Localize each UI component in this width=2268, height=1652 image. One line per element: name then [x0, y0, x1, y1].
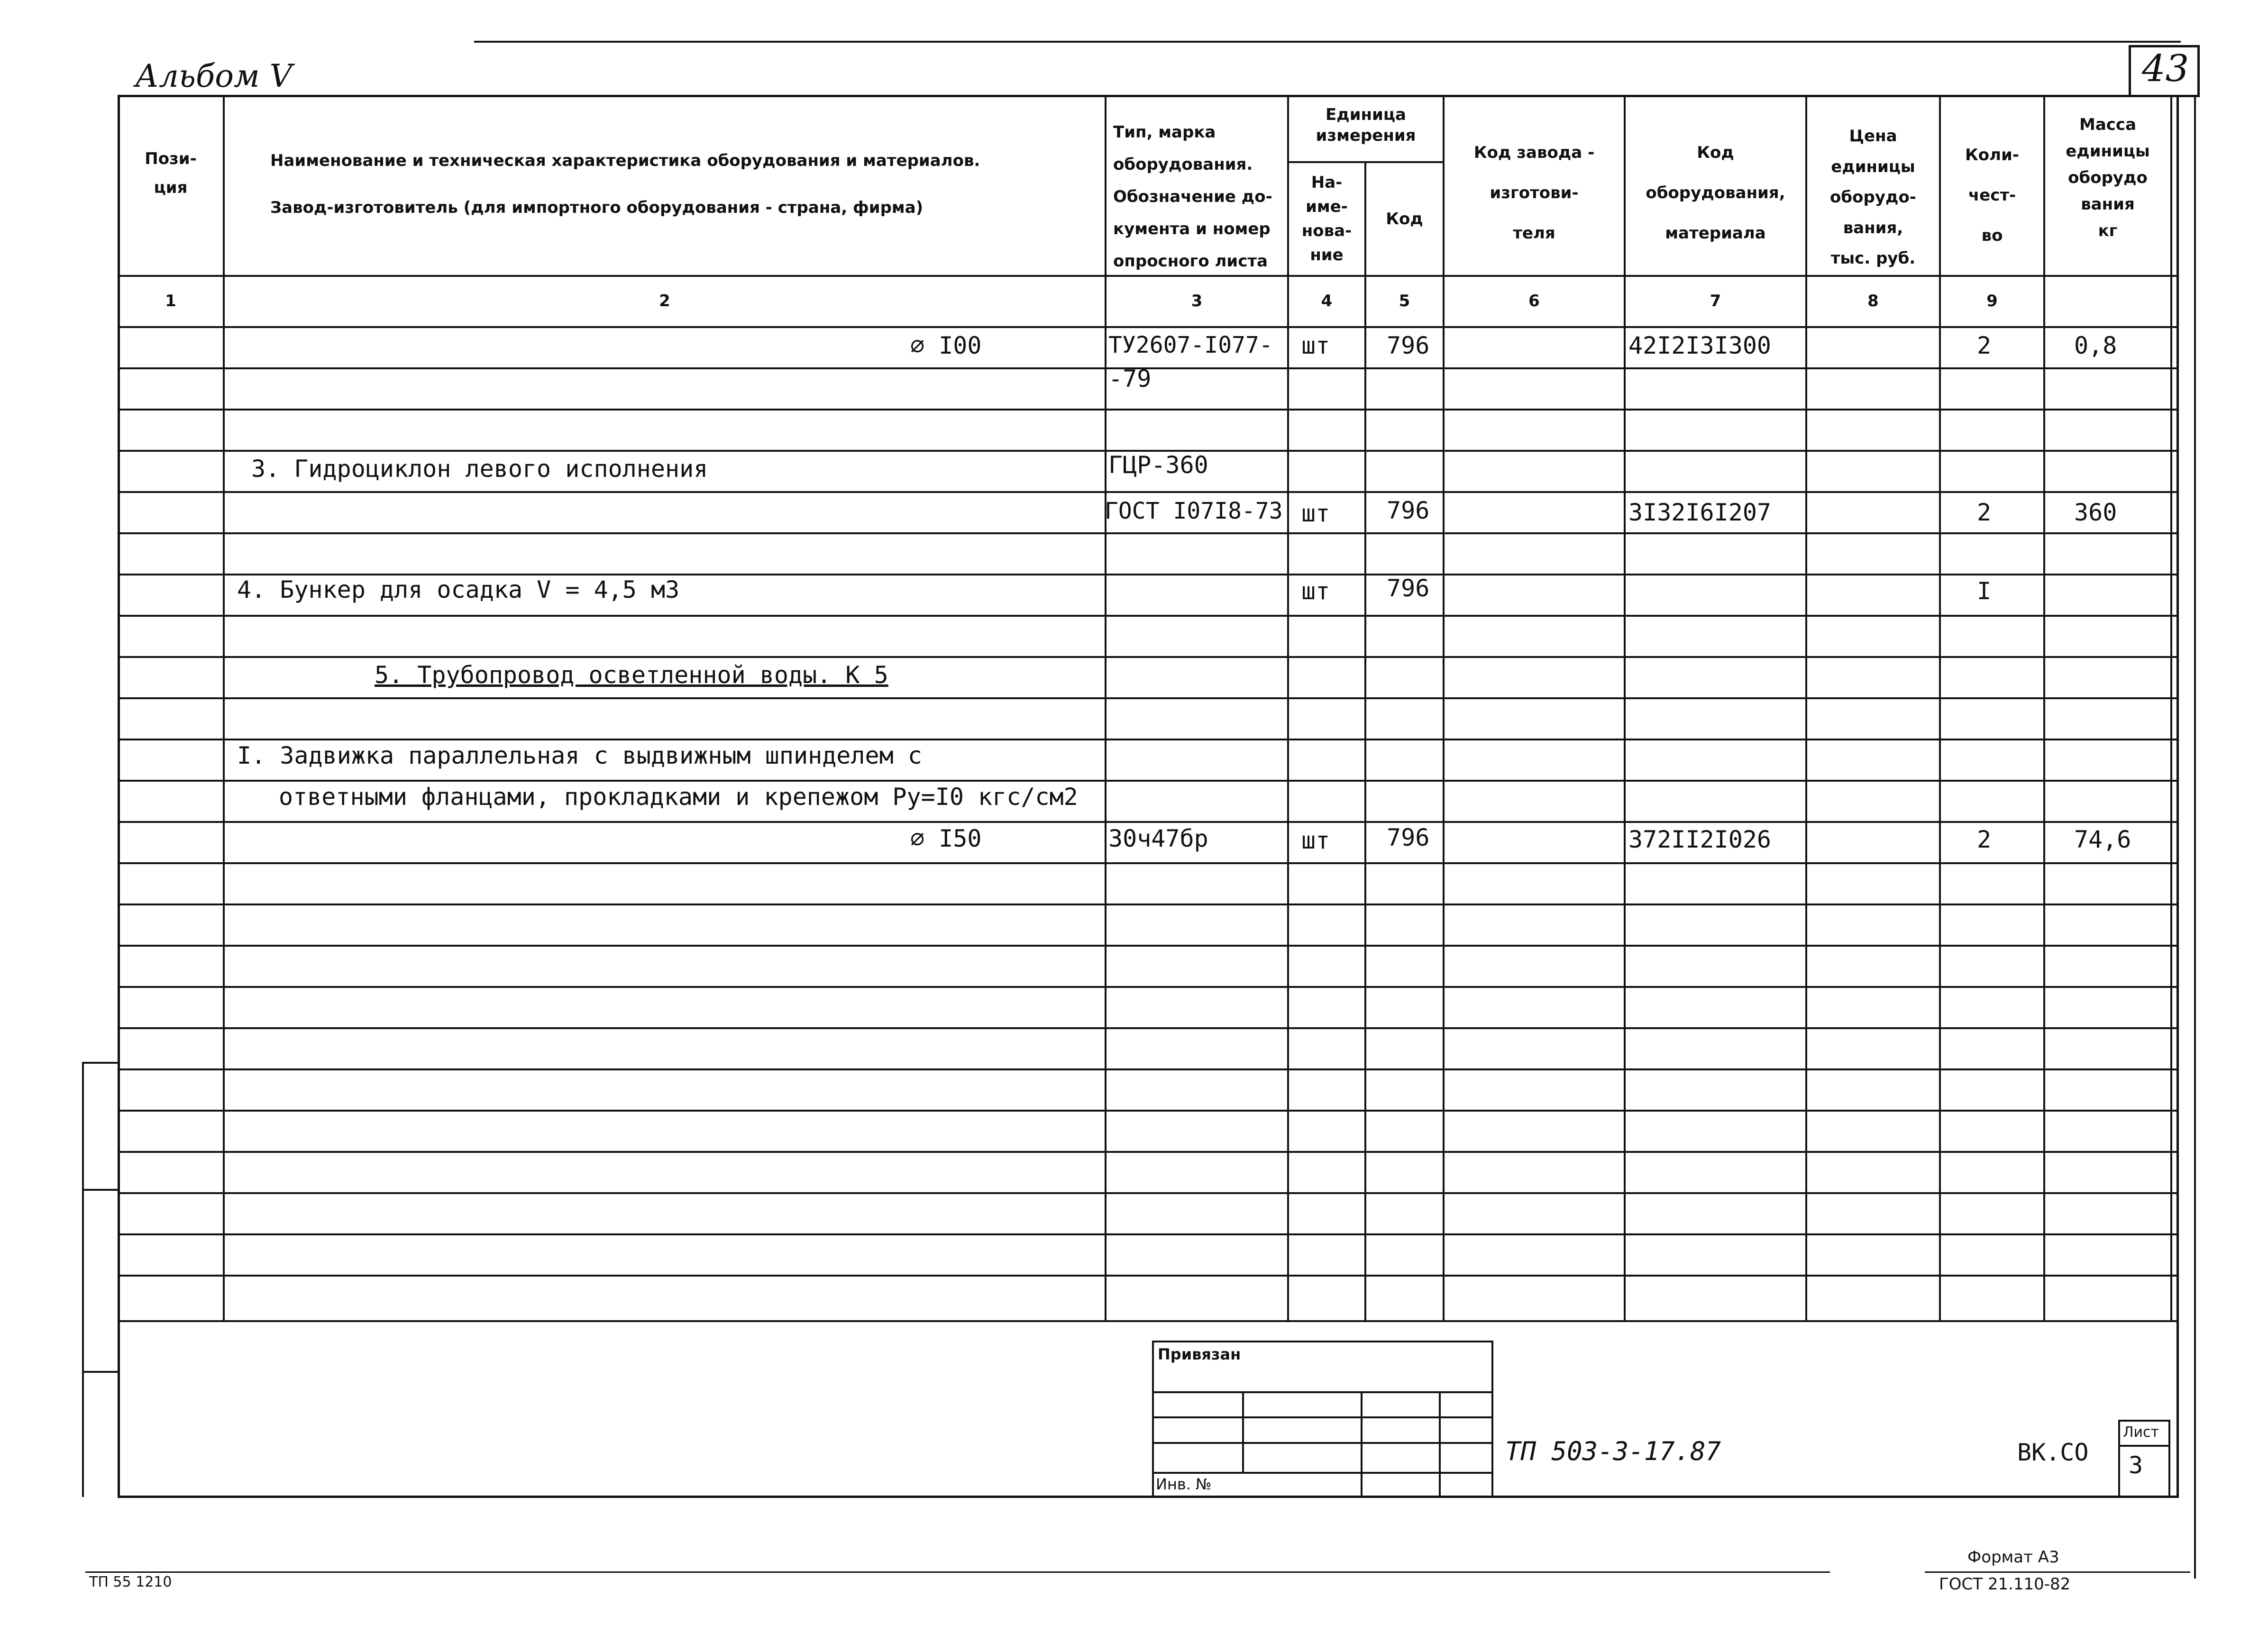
row-7-name: 4. Бункер для осадка V = 4,5 м3 [237, 576, 680, 603]
left-margin-tick-1 [82, 1062, 119, 1064]
row-line [118, 1068, 2179, 1070]
top-rule [474, 41, 2181, 43]
left-margin-tick-2 [82, 1189, 119, 1191]
row-line [118, 1027, 2179, 1029]
header-qty: Коли- чест- во [1965, 146, 2019, 245]
row-4-type: ГЦР-360 [1108, 451, 1208, 479]
left-margin-tick-3 [82, 1371, 119, 1373]
row-1-equip-code: 42I2I3I300 [1628, 332, 1772, 359]
col-line-5 [1443, 95, 1445, 1320]
row-13-equip-code: 372II2I026 [1628, 826, 1772, 853]
col-num-7: 7 [1710, 292, 1721, 310]
sheet-label: Лист [2123, 1424, 2159, 1441]
header-unit-name: На- име- нова- ние [1301, 173, 1352, 265]
row-1-name: ⌀ I00 [910, 332, 982, 359]
stamp-line [1152, 1472, 1493, 1474]
col-num-2: 2 [659, 292, 670, 310]
sheet-box-divider [2118, 1445, 2170, 1447]
footer-rule-right [1925, 1571, 2190, 1573]
row-line [118, 1192, 2179, 1194]
row-line [118, 615, 2179, 617]
left-margin-line [82, 1062, 84, 1497]
header-price: Цена единицы оборудо- вания, тыс. руб. [1830, 127, 1916, 268]
row-line [118, 821, 2179, 823]
row-1-type: ТУ2607-I077- [1108, 332, 1273, 358]
row-line [118, 409, 2179, 411]
col-line-2 [1105, 95, 1107, 1320]
header-name: Наименование и техническая характеристика оборудования и материалов. Завод-изготовитель (для импортного оборудования - страна, фирма) [270, 151, 980, 217]
row-7-qty: I [1977, 577, 1992, 605]
col-line-8 [1939, 95, 1941, 1320]
header-equip-code: Код оборудования, материала [1646, 143, 1785, 243]
doc-code-underline [1493, 1496, 1802, 1497]
footer-format: Формат А3 [1967, 1548, 2059, 1567]
stamp-line [1152, 1442, 1493, 1444]
row-13-qty: 2 [1977, 826, 1992, 853]
col-line-3 [1287, 95, 1289, 1320]
row-line [118, 739, 2179, 740]
stamp-vline [1361, 1391, 1363, 1498]
linked-stamp-box [1152, 1341, 1493, 1498]
row-13-name: ⌀ I50 [910, 825, 982, 852]
numbers-bottom-line [118, 326, 2179, 328]
row-line [118, 532, 2179, 534]
footer-left-code: ТП 55 1210 [89, 1574, 172, 1590]
row-line [118, 1233, 2179, 1235]
stamp-vline [1242, 1391, 1244, 1472]
col-line-6 [1624, 95, 1626, 1320]
row-line [118, 986, 2179, 988]
col-num-8: 8 [1867, 292, 1879, 310]
row-7-unit: шт [1301, 577, 1330, 605]
row-line [118, 697, 2179, 699]
section-code: ВК.СО [2017, 1439, 2089, 1466]
row-line [118, 656, 2179, 658]
header-mass: Масса единицы оборудо вания кг [2066, 115, 2150, 241]
album-label: Альбом V [135, 58, 293, 94]
row-9-section-heading: 5. Трубопровод осветленной воды. К 5 [375, 661, 888, 689]
row-5-unit-code: 796 [1387, 497, 1430, 524]
col-line-10 [2170, 95, 2172, 1320]
col-line-9 [2043, 95, 2045, 1320]
col-num-6: 6 [1528, 292, 1540, 310]
row-12-name: ответными фланцами, прокладками и крепежом Ру=I0 кгс/см2 [279, 783, 1078, 811]
row-4-name: 3. Гидроциклон левого исполнения [251, 455, 708, 483]
row-1-mass: 0,8 [2074, 332, 2117, 359]
row-1-qty: 2 [1977, 332, 1992, 359]
row-13-mass: 74,6 [2074, 826, 2131, 853]
row-5-equip-code: 3I32I6I207 [1628, 499, 1772, 526]
row-13-unit-code: 796 [1387, 824, 1430, 851]
col-num-1: 1 [165, 292, 176, 310]
row-line [118, 904, 2179, 905]
header-factory-code: Код завода - изготови- теля [1473, 143, 1595, 243]
row-line [118, 491, 2179, 493]
sheet-number: 3 [2129, 1451, 2143, 1479]
col-line-4 [1364, 161, 1366, 1320]
doc-code: ТП 503-3-17.87 [1505, 1436, 1721, 1466]
row-13-unit: шт [1301, 827, 1330, 854]
col-line-7 [1805, 95, 1807, 1320]
header-unit-code: Код [1386, 210, 1423, 228]
row-line [118, 945, 2179, 947]
header-position: Пози- ция [145, 149, 197, 198]
col-line-1 [223, 95, 225, 1320]
row-line [118, 1151, 2179, 1153]
right-edge-line [2194, 95, 2196, 1579]
header-type: Тип, марка оборудования. Обозначение до- кумента и номер опросного листа [1113, 123, 1272, 271]
row-line [118, 1275, 2179, 1277]
unit-group-line [1287, 161, 1443, 163]
row-line [118, 780, 2179, 782]
row-11-name: I. Задвижка параллельная с выдвижным шпинделем с [237, 742, 922, 769]
col-num-4: 4 [1321, 292, 1333, 310]
row-5-qty: 2 [1977, 499, 1992, 526]
stamp-line [1152, 1416, 1493, 1418]
row-7-unit-code: 796 [1387, 575, 1430, 602]
footer-rule-left [85, 1571, 1830, 1573]
row-2-type: -79 [1108, 365, 1152, 392]
col-num-5: 5 [1399, 292, 1410, 310]
row-line [118, 862, 2179, 864]
footer-gost: ГОСТ 21.110-82 [1939, 1575, 2071, 1594]
col-num-3: 3 [1191, 292, 1203, 310]
row-5-type: ГОСТ I07I8-73 [1105, 498, 1283, 524]
row-1-unit: шт [1301, 332, 1330, 359]
page-number: 43 [2142, 47, 2189, 90]
linked-label: Привязан [1158, 1345, 1241, 1363]
stamp-line [1152, 1391, 1493, 1393]
row-5-mass: 360 [2074, 499, 2117, 526]
stamp-vline [1439, 1391, 1441, 1498]
col-num-9: 9 [1986, 292, 1998, 310]
row-line [118, 574, 2179, 575]
row-5-unit: шт [1301, 500, 1330, 527]
body-bottom-line [118, 1320, 2179, 1322]
row-line [118, 1110, 2179, 1112]
row-13-type: 30ч47бр [1108, 825, 1208, 852]
header-unit-group: Единица измерения [1316, 105, 1416, 146]
row-1-unit-code: 796 [1387, 332, 1430, 359]
inv-label: Инв. № [1156, 1475, 1212, 1493]
